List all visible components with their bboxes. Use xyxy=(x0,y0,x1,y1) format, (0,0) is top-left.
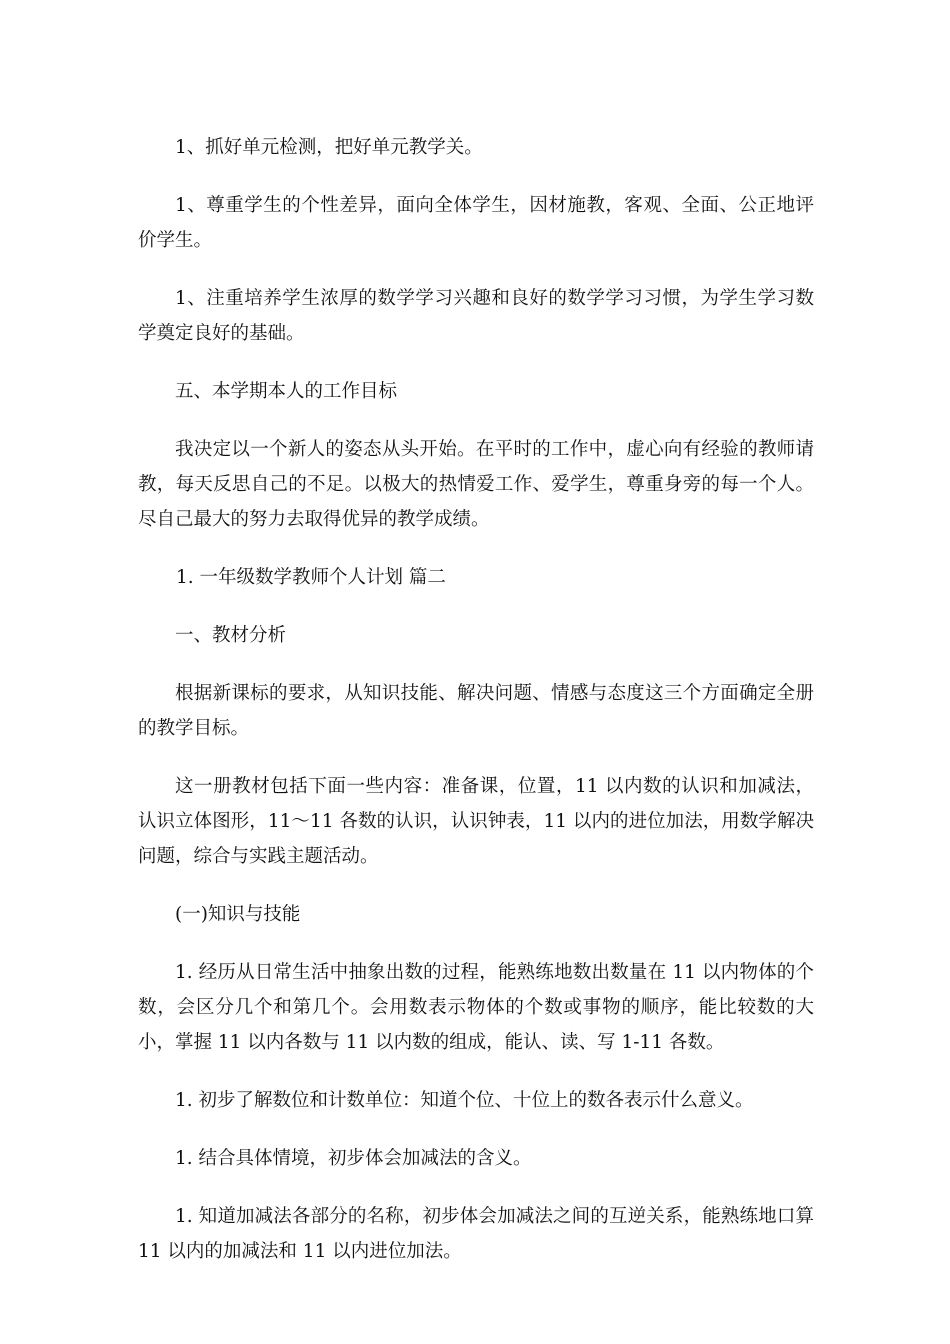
paragraph-learning-interest: 1、注重培养学生浓厚的数学学习兴趣和良好的数学学习习惯，为学生学习数学奠定良好的基础。 xyxy=(138,288,814,344)
paragraph-unit-test: 1、抓好单元检测，把好单元教学关。 xyxy=(175,137,483,158)
section-heading-textbook-analysis: 一、教材分析 xyxy=(175,625,287,646)
title-plan-part-two: 1. 一年级数学教师个人计划 篇二 xyxy=(176,567,446,588)
paragraph-addition-subtraction: 1. 知道加减法各部分的名称，初步体会加减法之间的互逆关系，能熟练地口算 11 以内的加减法和 11 以内进位加法。 xyxy=(138,1206,814,1262)
subheading-knowledge-skills: (一)知识与技能 xyxy=(175,904,301,925)
paragraph-place-value: 1. 初步了解数位和计数单位：知道个位、十位上的数各表示什么意义。 xyxy=(175,1090,754,1111)
paragraph-curriculum-goals: 根据新课标的要求，从知识技能、解决问题、情感与态度这三个方面确定全册的教学目标。 xyxy=(138,683,814,739)
paragraph-counting: 1. 经历从日常生活中抽象出数的过程，能熟练地数出数量在 11 以内物体的个数，会区分几个和第几个。会用数表示物体的个数或事物的顺序，能比较数的大小，掌握 11 以内各数与 11 以内数的组成，能认、读、写 1-11 各数。 xyxy=(138,962,814,1053)
paragraph-new-start: 我决定以一个新人的姿态从头开始。在平时的工作中，虚心向有经验的教师请教，每天反思自己的不足。以极大的热情爱工作、爱学生，尊重身旁的每一个人。尽自己最大的努力去取得优异的教学成绩。 xyxy=(138,439,814,530)
paragraph-textbook-contents: 这一册教材包括下面一些内容：准备课，位置，11 以内数的认识和加减法，认识立体图形，11～11 各数的认识，认识钟表，11 以内的进位加法，用数学解决问题，综合与实践主题活动。 xyxy=(138,776,814,867)
paragraph-addition-meaning: 1. 结合具体情境，初步体会加减法的含义。 xyxy=(175,1148,532,1169)
section-heading-work-goals: 五、本学期本人的工作目标 xyxy=(175,381,398,402)
paragraph-respect-differences: 1、尊重学生的个性差异，面向全体学生，因材施教，客观、全面、公正地评价学生。 xyxy=(138,195,814,251)
